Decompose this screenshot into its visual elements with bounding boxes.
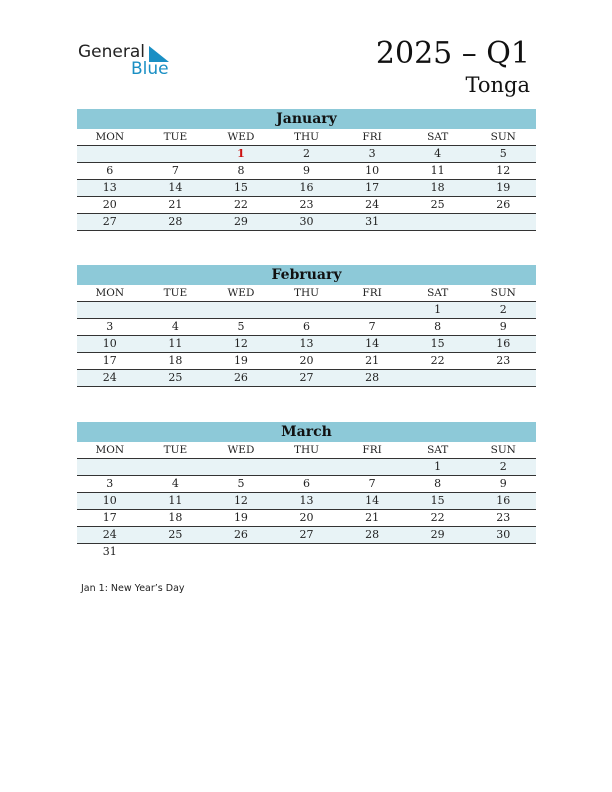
- day-cell: 24: [365, 198, 380, 211]
- day-cell: 19: [233, 354, 248, 367]
- weekday-label: FRI: [362, 131, 382, 143]
- weekday-header-row: [77, 285, 536, 302]
- day-cell: 14: [365, 494, 380, 507]
- empty-day-cell: [143, 459, 209, 475]
- week-row: [77, 163, 536, 180]
- day-cell: 27: [299, 528, 314, 541]
- day-cell: 31: [102, 545, 117, 558]
- empty-day-cell: [470, 214, 536, 230]
- empty-day-cell: [274, 544, 340, 561]
- day-cell: 14: [168, 181, 183, 194]
- day-cell: 21: [365, 511, 380, 524]
- day-cell: 6: [303, 320, 311, 333]
- weekday-label: TUE: [163, 287, 188, 299]
- day-cell: 26: [233, 528, 248, 541]
- weekday-label: FRI: [362, 287, 382, 299]
- day-cell: 30: [299, 215, 314, 228]
- weekday-label: MON: [95, 131, 125, 143]
- weekday-label: TUE: [163, 131, 188, 143]
- month-january: [77, 109, 536, 231]
- day-cell: 15: [233, 181, 248, 194]
- day-cell: 7: [171, 164, 179, 177]
- day-cell: 3: [368, 147, 376, 160]
- day-cell: 5: [237, 477, 245, 490]
- weekday-label: THU: [294, 287, 320, 299]
- weekday-label: THU: [294, 444, 320, 456]
- day-cell: 8: [434, 477, 442, 490]
- empty-day-cell: [470, 370, 536, 386]
- day-cell: 6: [303, 477, 311, 490]
- day-cell: 21: [168, 198, 183, 211]
- day-cell: 17: [102, 511, 117, 524]
- day-cell: 7: [368, 477, 376, 490]
- empty-day-cell: [339, 544, 405, 561]
- empty-day-cell: [274, 302, 340, 318]
- day-cell: 17: [365, 181, 380, 194]
- empty-day-cell: [77, 459, 143, 475]
- empty-day-cell: [339, 302, 405, 318]
- week-row: [77, 319, 536, 336]
- day-cell: 18: [430, 181, 445, 194]
- day-cell: 20: [299, 511, 314, 524]
- weekday-label: SUN: [490, 444, 516, 456]
- weekday-label: WED: [227, 444, 255, 456]
- weekday-label: FRI: [362, 444, 382, 456]
- weekday-label: SAT: [427, 287, 449, 299]
- day-cell: 6: [106, 164, 114, 177]
- logo-word-general: General: [78, 42, 145, 62]
- day-cell: 14: [365, 337, 380, 350]
- day-cell: 27: [299, 371, 314, 384]
- day-cell: 5: [237, 320, 245, 333]
- day-cell: 22: [233, 198, 248, 211]
- weekday-header-row: [77, 442, 536, 459]
- day-cell: 17: [102, 354, 117, 367]
- day-cell: 13: [299, 337, 314, 350]
- day-cell: 3: [106, 320, 114, 333]
- empty-day-cell: [208, 459, 274, 475]
- weekday-label: SAT: [427, 444, 449, 456]
- weekday-label: SUN: [490, 131, 516, 143]
- day-cell: 19: [496, 181, 511, 194]
- day-cell: 19: [233, 511, 248, 524]
- weekday-label: MON: [95, 444, 125, 456]
- day-cell: 3: [106, 477, 114, 490]
- day-cell: 8: [237, 164, 245, 177]
- day-cell: 22: [430, 511, 445, 524]
- weekday-label: WED: [227, 131, 255, 143]
- holiday-note: Jan 1: New Year’s Day: [81, 583, 185, 594]
- week-row: [77, 527, 536, 544]
- day-cell: 15: [430, 337, 445, 350]
- day-cell: 30: [496, 528, 511, 541]
- week-row: [77, 544, 536, 561]
- weekday-label: MON: [95, 287, 125, 299]
- day-cell: 22: [430, 354, 445, 367]
- day-cell: 31: [365, 215, 380, 228]
- month-name: February: [77, 265, 536, 285]
- empty-day-cell: [143, 302, 209, 318]
- day-cell: 28: [168, 215, 183, 228]
- week-row: [77, 214, 536, 231]
- empty-day-cell: [405, 544, 471, 561]
- day-cell: 25: [168, 371, 183, 384]
- week-row: [77, 336, 536, 353]
- day-cell: 12: [233, 494, 248, 507]
- day-cell: 10: [102, 494, 117, 507]
- month-march: [77, 422, 536, 561]
- day-cell: 13: [102, 181, 117, 194]
- week-row: [77, 459, 536, 476]
- day-cell: 11: [168, 494, 183, 507]
- day-cell: 2: [499, 460, 507, 473]
- day-cell: 1: [237, 147, 245, 160]
- empty-day-cell: [77, 146, 143, 162]
- day-cell: 20: [299, 354, 314, 367]
- month-name: March: [77, 422, 536, 442]
- day-cell: 10: [365, 164, 380, 177]
- weekday-label: WED: [227, 287, 255, 299]
- brand-logo: [78, 42, 188, 82]
- page-title: 2025 – Q1: [375, 36, 530, 71]
- empty-day-cell: [77, 302, 143, 318]
- month-february: [77, 265, 536, 387]
- empty-day-cell: [405, 370, 471, 386]
- day-cell: 2: [499, 303, 507, 316]
- week-row: [77, 302, 536, 319]
- weekday-label: THU: [294, 131, 320, 143]
- empty-day-cell: [143, 146, 209, 162]
- day-cell: 26: [496, 198, 511, 211]
- weekday-header-row: [77, 129, 536, 146]
- empty-day-cell: [339, 459, 405, 475]
- day-cell: 23: [496, 511, 511, 524]
- day-cell: 1: [434, 460, 442, 473]
- day-cell: 12: [233, 337, 248, 350]
- day-cell: 29: [430, 528, 445, 541]
- day-cell: 9: [303, 164, 311, 177]
- day-cell: 28: [365, 371, 380, 384]
- day-cell: 5: [499, 147, 507, 160]
- empty-day-cell: [274, 459, 340, 475]
- day-cell: 18: [168, 354, 183, 367]
- day-cell: 20: [102, 198, 117, 211]
- weekday-label: TUE: [163, 444, 188, 456]
- weekday-label: SAT: [427, 131, 449, 143]
- day-cell: 4: [171, 477, 179, 490]
- empty-day-cell: [470, 544, 536, 561]
- week-row: [77, 493, 536, 510]
- empty-day-cell: [143, 544, 209, 561]
- day-cell: 11: [430, 164, 445, 177]
- day-cell: 21: [365, 354, 380, 367]
- day-cell: 13: [299, 494, 314, 507]
- day-cell: 4: [171, 320, 179, 333]
- day-cell: 11: [168, 337, 183, 350]
- week-row: [77, 476, 536, 493]
- day-cell: 4: [434, 147, 442, 160]
- empty-day-cell: [405, 214, 471, 230]
- day-cell: 2: [303, 147, 311, 160]
- week-row: [77, 370, 536, 387]
- day-cell: 1: [434, 303, 442, 316]
- weekday-label: SUN: [490, 287, 516, 299]
- day-cell: 27: [102, 215, 117, 228]
- day-cell: 15: [430, 494, 445, 507]
- week-row: [77, 353, 536, 370]
- day-cell: 16: [299, 181, 314, 194]
- day-cell: 7: [368, 320, 376, 333]
- week-row: [77, 197, 536, 214]
- day-cell: 23: [496, 354, 511, 367]
- week-row: [77, 510, 536, 527]
- day-cell: 18: [168, 511, 183, 524]
- day-cell: 16: [496, 494, 511, 507]
- day-cell: 24: [102, 371, 117, 384]
- empty-day-cell: [208, 302, 274, 318]
- day-cell: 29: [233, 215, 248, 228]
- day-cell: 23: [299, 198, 314, 211]
- day-cell: 10: [102, 337, 117, 350]
- empty-day-cell: [208, 544, 274, 561]
- month-name: January: [77, 109, 536, 129]
- country-subtitle: Tonga: [465, 73, 530, 97]
- day-cell: 16: [496, 337, 511, 350]
- day-cell: 24: [102, 528, 117, 541]
- day-cell: 9: [499, 320, 507, 333]
- day-cell: 9: [499, 477, 507, 490]
- day-cell: 25: [168, 528, 183, 541]
- week-row: [77, 180, 536, 197]
- day-cell: 26: [233, 371, 248, 384]
- day-cell: 25: [430, 198, 445, 211]
- logo-word-blue: Blue: [131, 59, 169, 79]
- day-cell: 28: [365, 528, 380, 541]
- week-row: [77, 146, 536, 163]
- day-cell: 12: [496, 164, 511, 177]
- day-cell: 8: [434, 320, 442, 333]
